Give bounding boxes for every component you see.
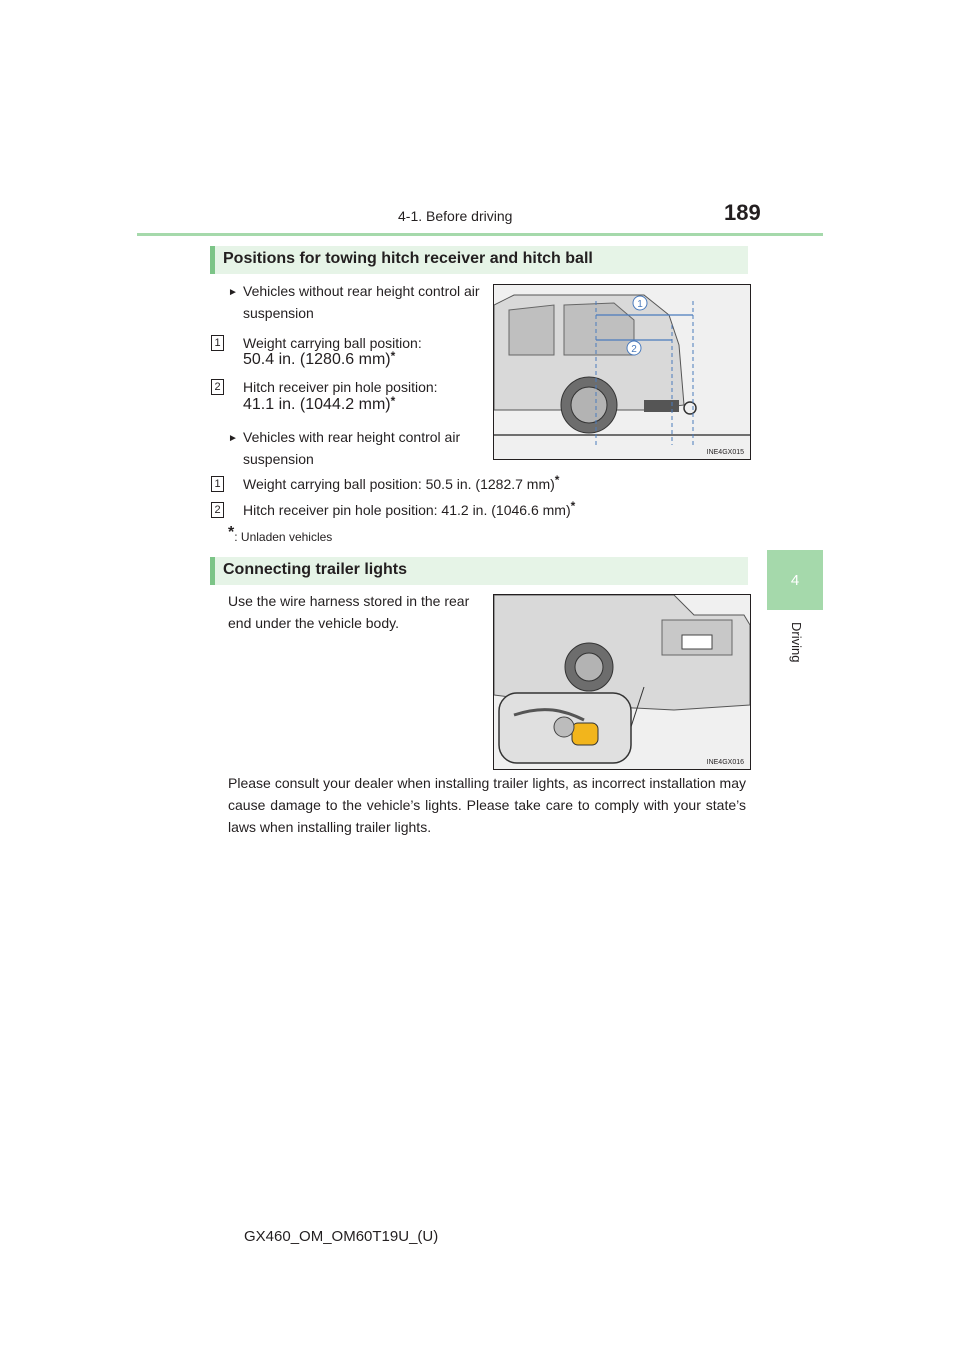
without-suspension-label: Vehicles without rear height control air suspension (243, 283, 480, 321)
item-label: Weight carrying ball position: (243, 335, 422, 351)
bullet-triangle-icon: ► (228, 433, 238, 444)
illustration-code: INE4GX016 (706, 759, 744, 766)
chapter-number: 4 (790, 572, 800, 589)
trailer-lights-note: Please consult your dealer when installing trailer lights, as incorrect installation may cause damage to the vehicle’s lights. Please take care to comply with your state’s laws when installing trailer lights. (228, 775, 746, 835)
header-section-title: 4-1. Before driving (398, 208, 513, 224)
vehicle-rear-harness-drawing (494, 595, 750, 769)
section-heading-trailer-lights (210, 557, 748, 585)
illustration-code: INE4GX015 (706, 449, 744, 456)
bullet-triangle-icon: ► (228, 287, 238, 298)
svg-text:2: 2 (631, 344, 637, 355)
item-label: Hitch receiver pin hole position: (243, 379, 438, 395)
section-heading-hitch (210, 246, 748, 274)
footnote: *: Unladen vehicles (228, 524, 333, 544)
svg-text:1: 1 (637, 299, 643, 310)
chapter-tab (767, 550, 823, 610)
intro-text: Use the wire harness stored in the rear end under the vehicle body. (228, 593, 470, 631)
item-value: 41.1 in. (1044.2 mm)* (243, 394, 396, 413)
item-text: Hitch receiver pin hole position: 41.2 in. (1046.6 mm)* (243, 499, 576, 518)
hitch-position-illustration (493, 284, 751, 460)
vehicle-rear-side-drawing (494, 285, 750, 459)
document-code: GX460_OM_OM60T19U_(U) (244, 1228, 439, 1245)
page-number: 189 (724, 200, 761, 225)
section-title: Positions for towing hitch receiver and hitch ball (223, 250, 593, 267)
callout-number: 1 (211, 335, 224, 351)
item-value: 50.4 in. (1280.6 mm)* (243, 349, 396, 368)
with-suspension-label: Vehicles with rear height control air suspension (243, 429, 461, 467)
item-text: Weight carrying ball position: 50.5 in. (1282.7 mm)* (243, 473, 560, 492)
chapter-label: Driving (789, 622, 804, 663)
wire-harness-illustration (493, 594, 751, 770)
section-title: Connecting trailer lights (223, 561, 408, 578)
callout-number: 2 (211, 502, 224, 518)
callout-number: 2 (211, 379, 224, 395)
header-rule (137, 233, 823, 236)
callout-number: 1 (211, 476, 224, 492)
